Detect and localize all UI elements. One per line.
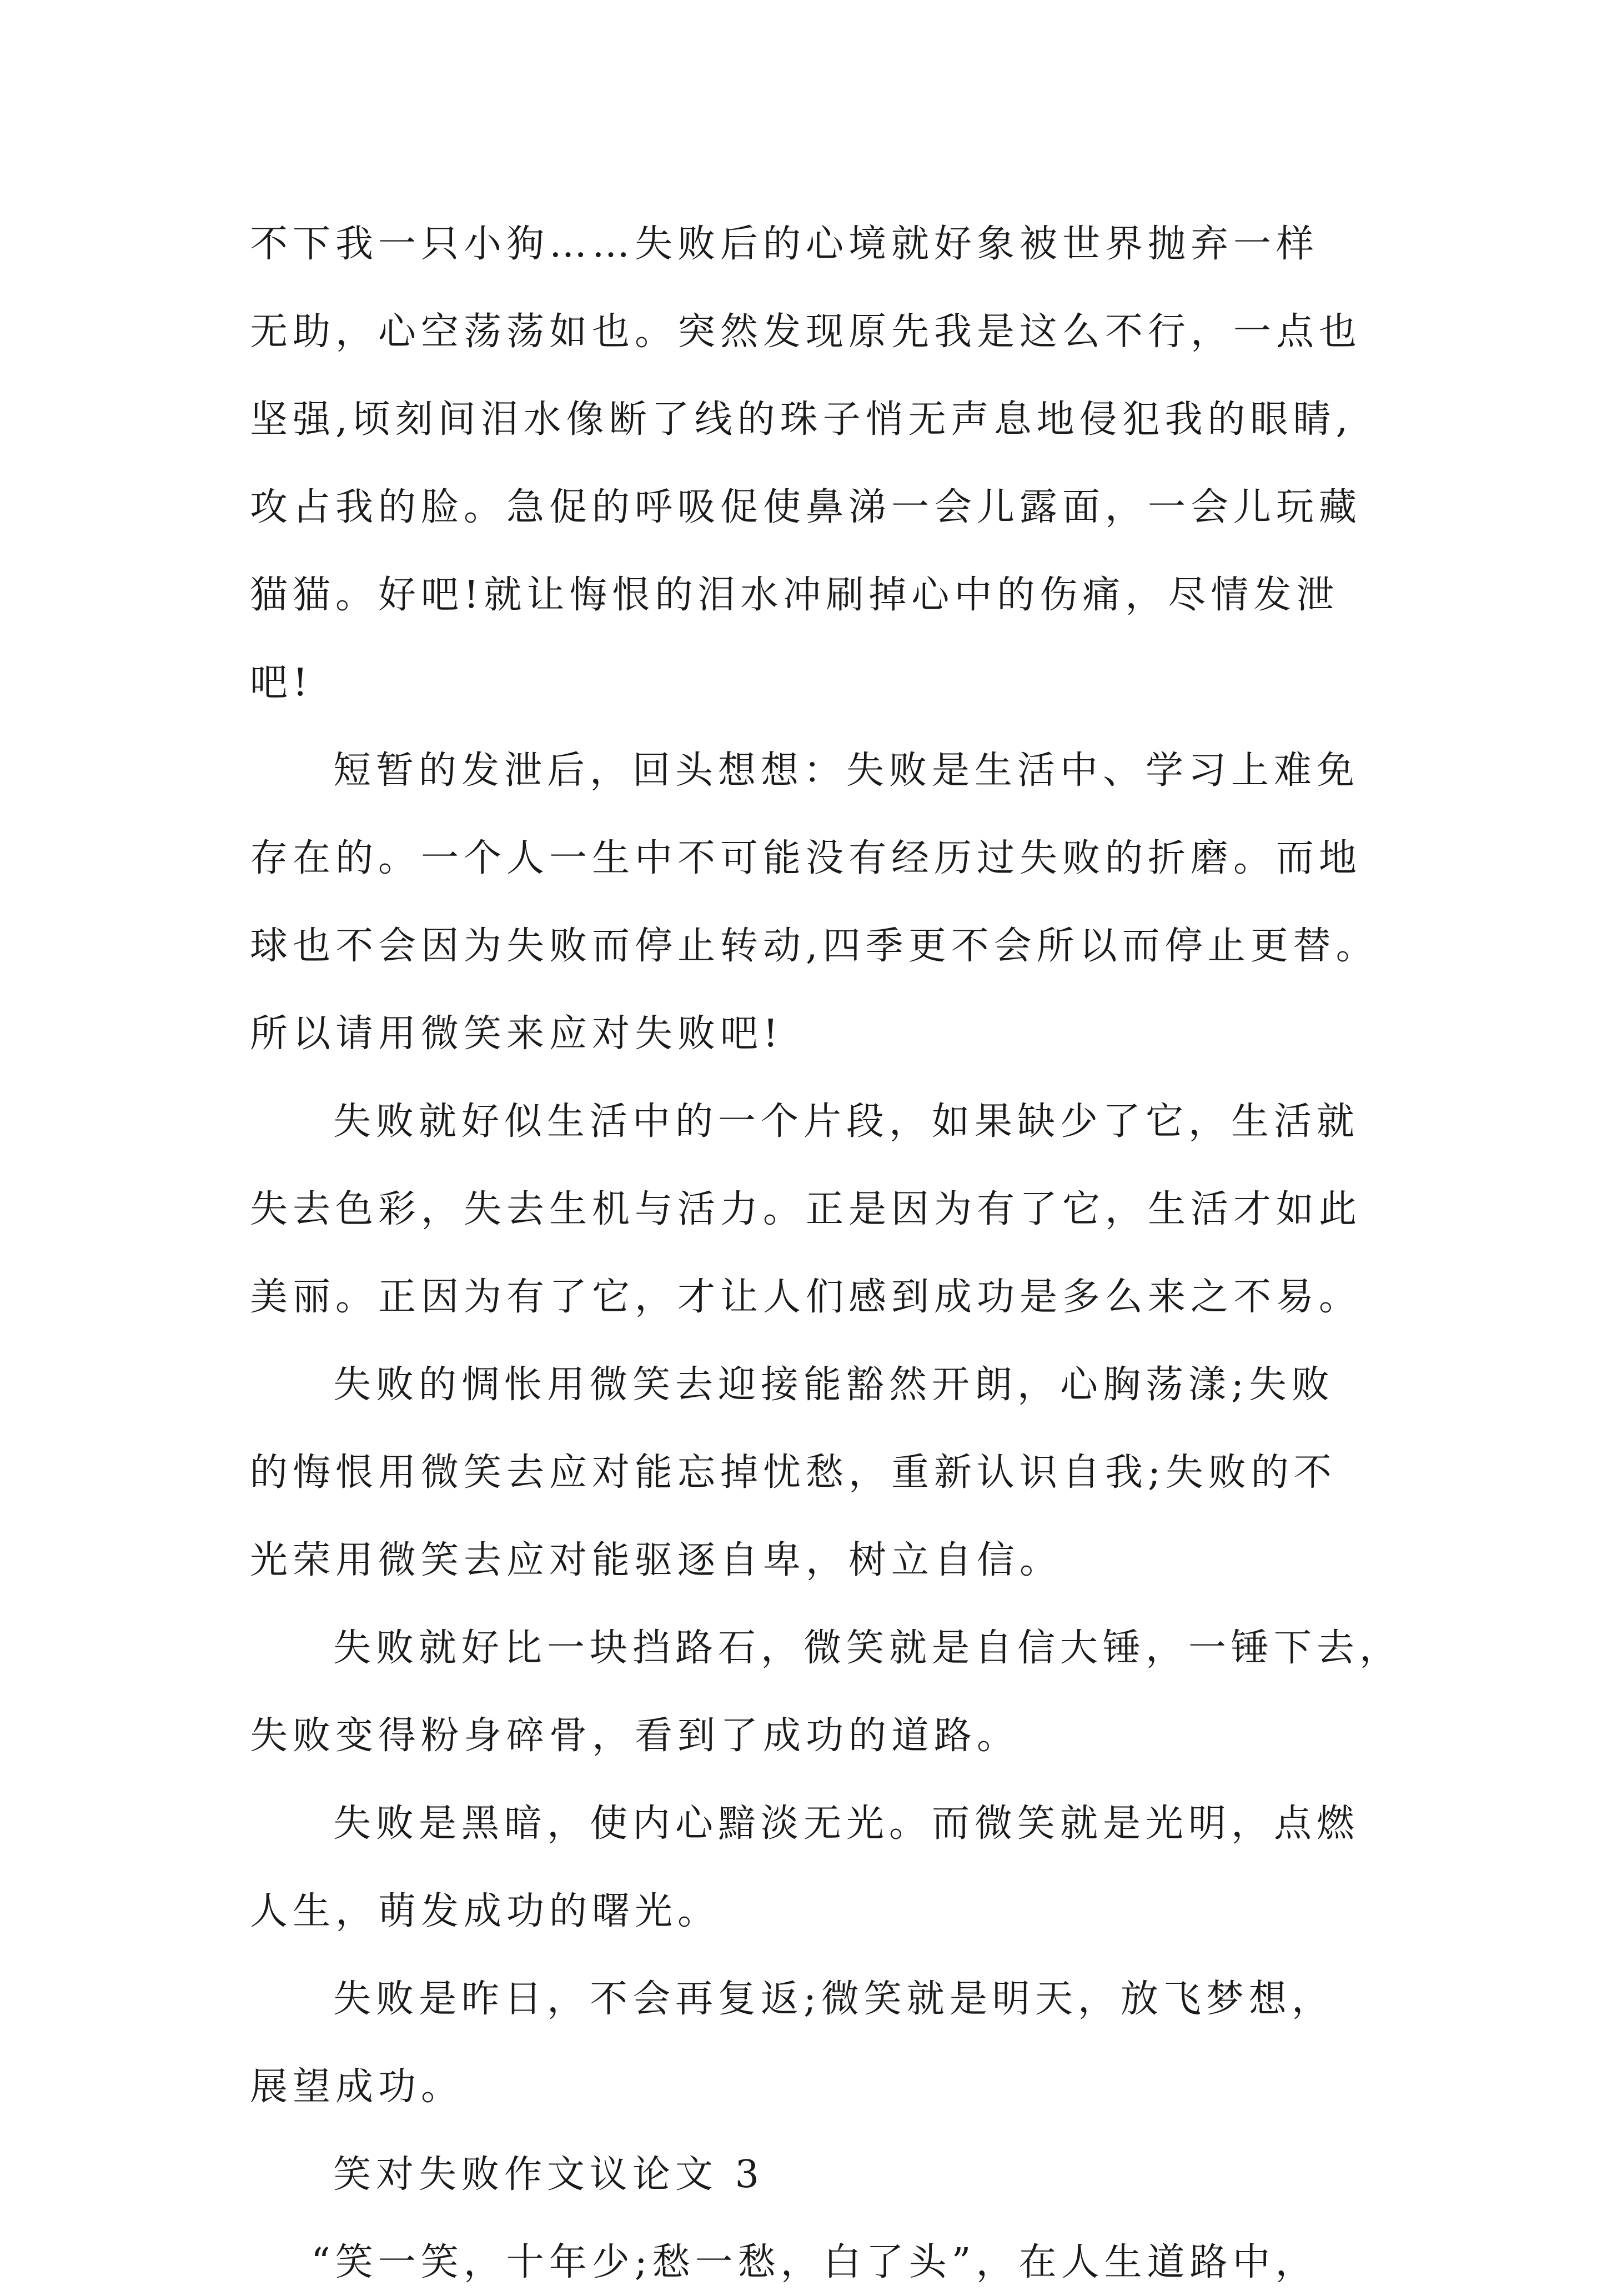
text-line: 美丽。正因为有了它，才让人们感到成功是多么来之不易。 — [250, 1275, 1362, 1319]
paragraph-first-line: 失败是昨日，不会再复返;微笑就是明天，放飞梦想， — [333, 1977, 1334, 2021]
text-line: 光荣用微笑去应对能驱逐自卑，树立自信。 — [250, 1538, 1063, 1582]
paragraph-first-line: 失败的惆怅用微笑去迎接能豁然开朗，心胸荡漾;失败 — [333, 1363, 1334, 1407]
text-line: 失去色彩，失去生机与活力。正是因为有了它，生活才如此 — [250, 1187, 1362, 1231]
paragraph-first-line: “笑一笑，十年少;愁一愁，白了头”，在人生道路中， — [311, 2240, 1318, 2284]
text-line: 不下我一只小狗……失败后的心境就好象被世界抛弃一样 — [250, 222, 1319, 266]
section-heading: 笑对失败作文议论文 3 — [333, 2153, 764, 2197]
text-line: 人生，萌发成功的曙光。 — [250, 1889, 721, 1933]
text-line: 失败变得粉身碎骨，看到了成功的道路。 — [250, 1714, 1020, 1758]
text-line: 球也不会因为失败而停止转动,四季更不会所以而停止更替。 — [250, 924, 1379, 968]
text-line: 展望成功。 — [250, 2065, 464, 2109]
text-line: 坚强,顷刻间泪水像断了线的珠子悄无声息地侵犯我的眼睛, — [250, 398, 1353, 442]
paragraph-first-line: 失败就好比一块挡路石，微笑就是自信大锤，一锤下去， — [333, 1626, 1403, 1670]
text-line: 所以请用微笑来应对失败吧! — [250, 1012, 784, 1056]
text-line: 存在的。一个人一生中不可能没有经历过失败的折磨。而地 — [250, 836, 1362, 880]
text-line: 猫猫。好吧!就让悔恨的泪水冲刷掉心中的伤痛，尽情发泄 — [250, 573, 1339, 617]
paragraph-first-line: 失败是黑暗，使内心黯淡无光。而微笑就是光明，点燃 — [333, 1802, 1360, 1846]
text-line: 无助，心空荡荡如也。突然发现原先我是这么不行，一点也 — [250, 310, 1362, 354]
paragraph-first-line: 短暂的发泄后，回头想想：失败是生活中、学习上难免 — [333, 749, 1360, 793]
text-line: 攻占我的脸。急促的呼吸促使鼻涕一会儿露面，一会儿玩藏 — [250, 485, 1362, 529]
paragraph-first-line: 失败就好似生活中的一个片段，如果缺少了它，生活就 — [333, 1100, 1360, 1144]
text-line: 的悔恨用微笑去应对能忘掉忧愁，重新认识自我;失败的不 — [250, 1451, 1337, 1495]
text-line: 吧! — [250, 661, 313, 705]
